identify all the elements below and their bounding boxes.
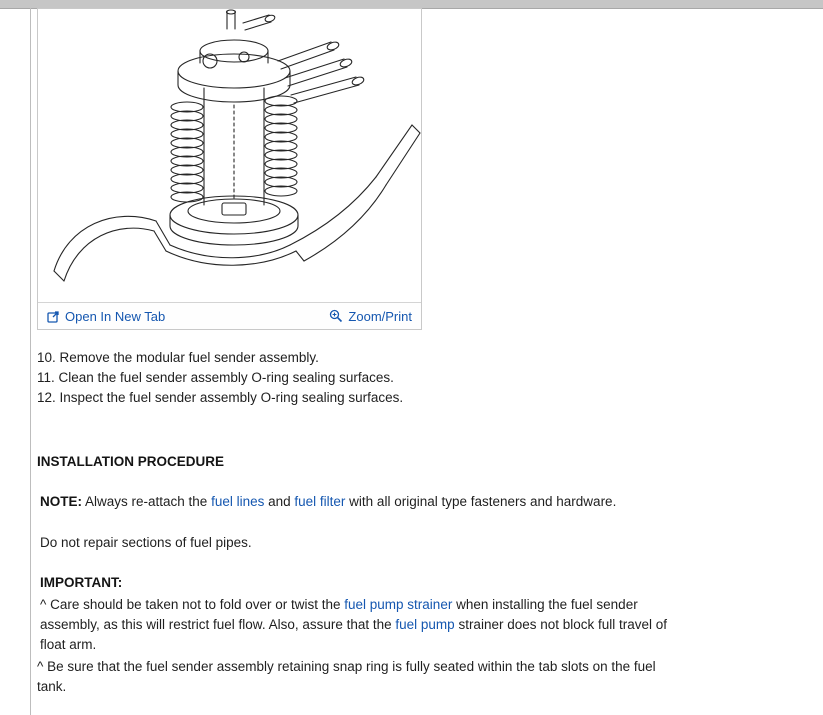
important-item-1-pre: ^ Care should be taken not to fold over or twist the bbox=[40, 597, 345, 612]
step-item: 10. Remove the modular fuel sender assembly. bbox=[37, 350, 319, 365]
section-title-installation-procedure: INSTALLATION PROCEDURE bbox=[37, 454, 224, 469]
zoom-print-link[interactable] bbox=[329, 309, 412, 324]
figure-panel bbox=[37, 8, 422, 330]
note-text-post: with all original type fasteners and hardware. bbox=[345, 494, 617, 509]
note-text-pre: Always re-attach the bbox=[82, 494, 212, 509]
zoom-magnifier-icon bbox=[329, 309, 343, 323]
figure-canvas bbox=[38, 9, 421, 302]
fuel-pump-link[interactable]: fuel pump bbox=[395, 617, 455, 632]
note-text-mid: and bbox=[264, 494, 295, 509]
open-in-new-tab-label: Open In New Tab bbox=[65, 308, 166, 324]
removal-steps-list bbox=[37, 348, 685, 408]
step-item: 12. Inspect the fuel sender assembly O-ring sealing surfaces. bbox=[37, 390, 404, 405]
open-in-new-tab-icon bbox=[47, 310, 60, 323]
zoom-print-label: Zoom/Print bbox=[348, 308, 412, 324]
important-label: IMPORTANT: bbox=[40, 575, 123, 590]
panel-left-border bbox=[30, 8, 31, 715]
important-item-1-post: strainer does not block full travel of float arm. bbox=[40, 617, 668, 652]
fuel-pump-strainer-link[interactable]: fuel pump strainer bbox=[344, 597, 453, 612]
important-item-1-mid: when installing the fuel sender assembly, as this will restrict fuel flow. Also, assure that the bbox=[40, 597, 638, 632]
do-not-repair-paragraph: Do not repair sections of fuel pipes. bbox=[40, 535, 252, 550]
important-item-2: ^ Be sure that the fuel sender assembly retaining snap ring is fully seated within the tab slots on the fuel tank. bbox=[37, 659, 656, 694]
procedure-document bbox=[37, 348, 685, 697]
important-item-1 bbox=[37, 595, 685, 655]
fuel-sender-assembly-diagram bbox=[38, 9, 421, 301]
fuel-lines-link[interactable]: fuel lines bbox=[211, 494, 265, 509]
figure-action-bar bbox=[38, 302, 421, 329]
step-item: 11. Clean the fuel sender assembly O-ring sealing surfaces. bbox=[37, 370, 394, 385]
open-in-new-tab-link[interactable] bbox=[47, 309, 165, 324]
note-label: NOTE: bbox=[40, 494, 82, 509]
fuel-filter-link[interactable]: fuel filter bbox=[294, 494, 346, 509]
note-paragraph bbox=[37, 492, 685, 512]
